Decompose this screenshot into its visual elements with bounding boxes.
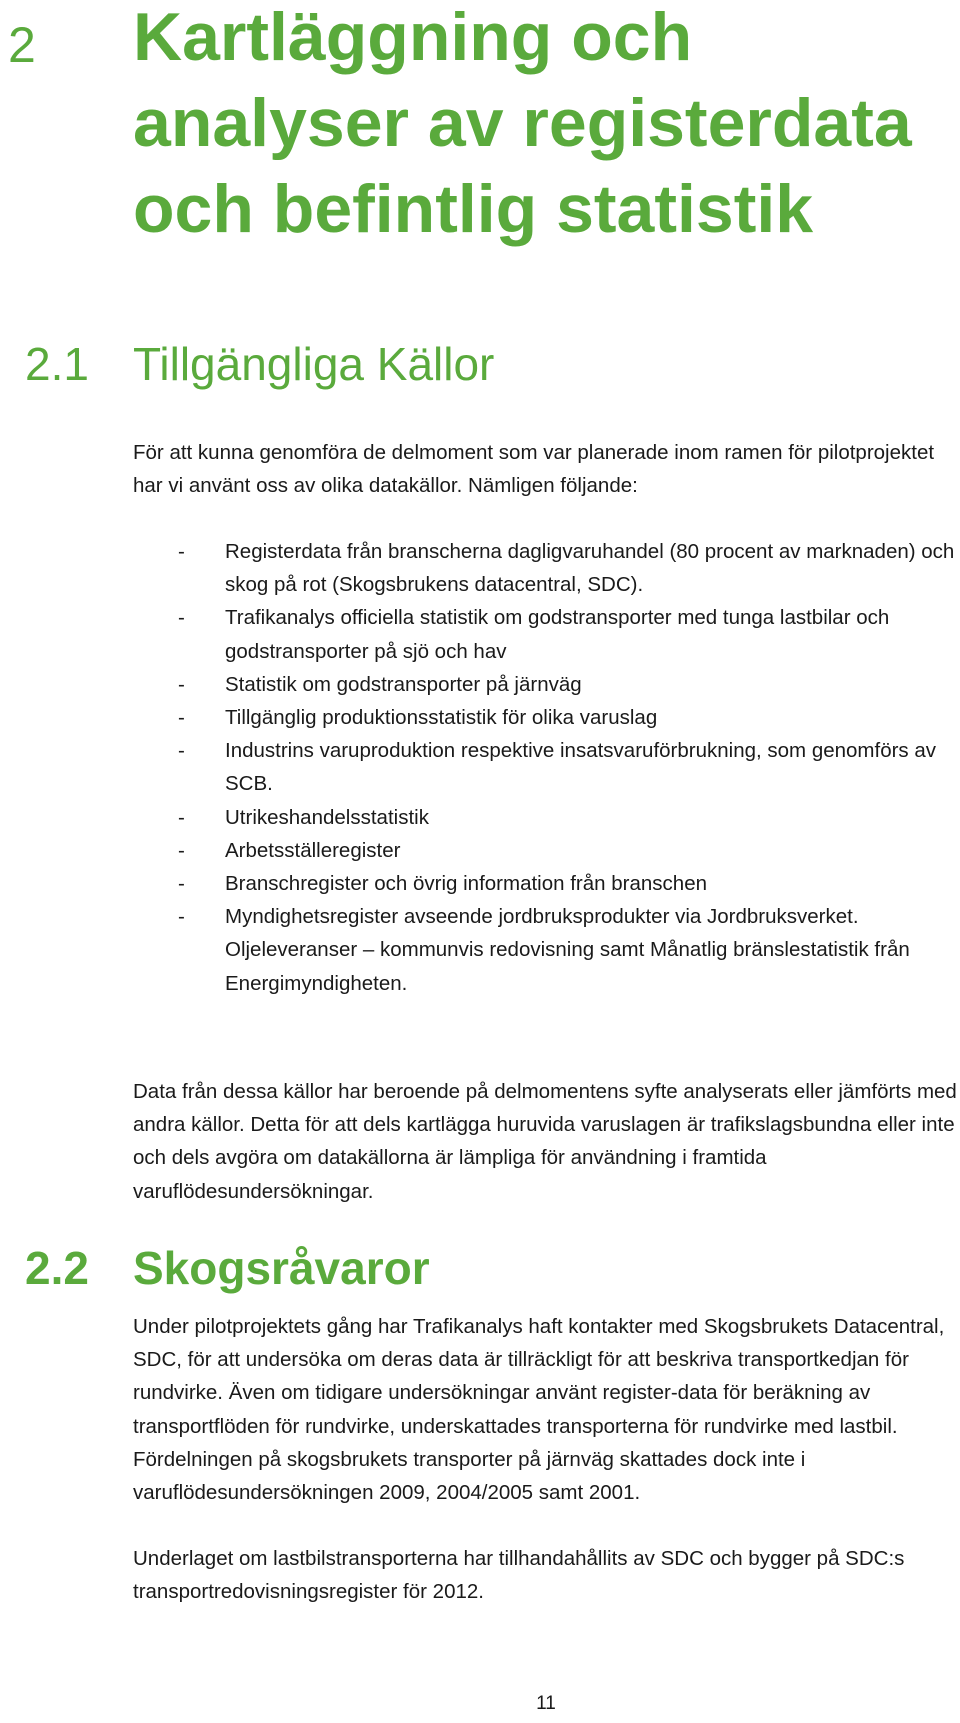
- skogsravaror-paragraph-1: Under pilotprojektets gång har Trafikanalys haft kontakter med Skogsbrukets Datacentral, SDC, för att undersöka om deras data är tillräckligt för att beskriva transportkedjan för rundvirke. Även om tidigare undersökningar använt register-data för beräkning av transportflöden för rundvirke, underskattades transporterna för rundvirke med lastbil. Fördelningen på skogsbrukets transporter på järnväg skattades dock inte i varuflödesundersökningen 2009, 2004/2005 samt 2001.: [133, 1315, 945, 1505]
- list-bullet: -: [178, 905, 185, 929]
- list-item: [0, 734, 960, 800]
- list-item: [0, 601, 960, 667]
- section-title: Tillgängliga Källor: [133, 338, 495, 390]
- list-item: [0, 668, 960, 701]
- list-bullet: -: [178, 706, 185, 730]
- list-item: [0, 900, 960, 1000]
- list-item: [0, 867, 960, 900]
- intro-paragraph: För att kunna genomföra de delmoment som var planerade inom ramen för pilotprojektet har vi använt oss av olika datakällor. Nämligen följande:: [133, 441, 935, 498]
- list-bullet: -: [178, 606, 185, 630]
- list-item-text: Trafikanalys officiella statistik om godstransporter med tunga lastbilar och godstransporter på sjö och hav: [225, 606, 890, 663]
- list-item-text: Arbetsställeregister: [225, 838, 401, 862]
- chapter-number: 2: [8, 17, 36, 73]
- list-item-text: Tillgänglig produktionsstatistik för olika varuslag: [225, 706, 658, 730]
- closing-paragraph: Data från dessa källor har beroende på delmomentens syfte analyserats eller jämförts med andra källor. Detta för att dels kartlägga huruvida varuslagen är trafikslagsbundna eller inte och dels avgöra om datakällorna är lämpliga för användning i framtida varuflödesundersökningar.: [133, 1080, 957, 1203]
- list-bullet: -: [178, 838, 185, 862]
- list-item: [0, 834, 960, 867]
- skogsravaror-paragraph-2: Underlaget om lastbilstransporterna har tillhandahållits av SDC och bygger på SDC:s transportredovisningsregister för 2012.: [133, 1547, 905, 1604]
- list-item-text: Statistik om godstransporter på järnväg: [225, 672, 582, 696]
- list-item-text: Utrikeshandelsstatistik: [225, 805, 429, 829]
- list-bullet: -: [178, 540, 185, 563]
- list-item-text: Registerdata från branscherna dagligvaruhandel (80 procent av marknaden) och skog på rot (Skogsbrukens datacentral, SDC).: [225, 540, 955, 597]
- list-item-text: Branschregister och övrig information från branschen: [225, 872, 707, 896]
- list-bullet: -: [178, 739, 185, 763]
- list-item-text: Industrins varuproduktion respektive insatsvaruförbrukning, som genomförs av SCB.: [225, 739, 937, 796]
- list-item-text: Myndighetsregister avseende jordbruksprodukter via Jordbruksverket. Oljeleveranser – kommunvis redovisning samt Månatlig bränslestatistik från Energimyndigheten.: [225, 905, 910, 995]
- list-bullet: -: [178, 672, 185, 696]
- chapter-title: Kartläggning och analyser av registerdata och befintlig statistik: [133, 0, 912, 247]
- page-number: 11: [536, 1693, 556, 1714]
- list-bullet: -: [178, 805, 185, 829]
- list-bullet: -: [178, 872, 185, 896]
- list-item: [0, 801, 960, 834]
- section-number: 2.1: [25, 338, 89, 390]
- section-title: Skogsråvaror: [133, 1242, 430, 1294]
- list-item: [0, 701, 960, 734]
- sources-list: [0, 535, 960, 1000]
- list-item: [0, 535, 960, 601]
- section-number: 2.2: [25, 1242, 89, 1294]
